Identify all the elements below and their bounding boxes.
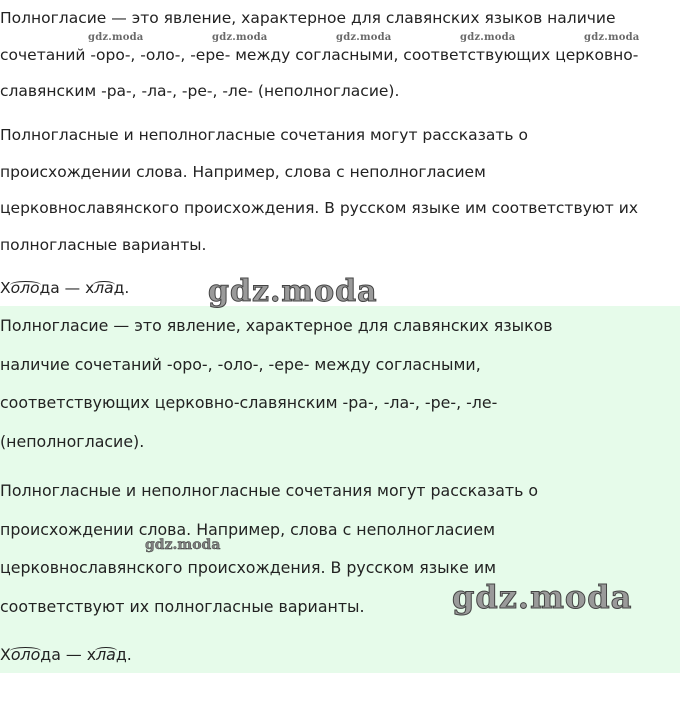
- answer-paragraph-definition: [0, 307, 553, 461]
- watermark: gdz.moda: [145, 537, 221, 553]
- root-marker: оло: [10, 279, 40, 297]
- text-line: Полногласие — это явление, характерное для славянских языков наличие: [0, 9, 616, 27]
- text-line: соответствуют их полногласные варианты.: [0, 596, 365, 616]
- text-line: полногласные варианты.: [0, 235, 207, 254]
- watermark: gdz.moda: [212, 32, 268, 43]
- example-line: Холода — хлад.: [0, 279, 130, 297]
- text-line: (неполногласие).: [0, 431, 145, 451]
- text-line: Полногласные и неполногласные сочетания могут рассказать о: [0, 481, 539, 500]
- text-line: соответствующих церковно-славянским -ра-, -ла-, -ре-, -ле-: [0, 393, 498, 412]
- watermark: gdz.moda: [584, 32, 640, 43]
- text-line: Полногласие — это явление, характерное для славянских языков: [0, 316, 553, 335]
- text-line: происхождении слова. Например, слова с неполногласием: [0, 162, 486, 181]
- text-line: происхождении слова. Например, слова с неполногласием: [0, 519, 496, 539]
- paragraph-origin: [0, 117, 638, 263]
- answer-example-line: Холода — хлад.: [0, 645, 132, 664]
- text-line: сочетаний -оро-, -оло-, -ере- между согласными, соответствующих церковно-: [0, 45, 639, 64]
- text-line: Полногласные и неполногласные сочетания могут рассказать о: [0, 126, 528, 144]
- root-marker: оло: [10, 645, 41, 664]
- text-line: церковнославянского происхождения. В русском языке им соответствуют их: [0, 199, 639, 217]
- watermark: gdz.moda: [452, 578, 633, 616]
- watermark: gdz.moda: [460, 32, 516, 43]
- root-marker: ла: [94, 279, 114, 297]
- text-line: славянским -ра-, -ла-, -ре-, -ле- (неполногласие).: [0, 82, 400, 100]
- answer-block: [0, 306, 680, 673]
- watermark: gdz.moda: [208, 274, 378, 309]
- paragraph-definition: [0, 0, 638, 110]
- text-line: наличие сочетаний -оро-, -оло-, -ере- между согласными,: [0, 354, 481, 374]
- text-line: церковнославянского происхождения. В русском языке им: [0, 558, 497, 577]
- root-marker: ла: [96, 645, 116, 664]
- watermark: gdz.moda: [336, 32, 392, 43]
- watermark: gdz.moda: [88, 32, 144, 43]
